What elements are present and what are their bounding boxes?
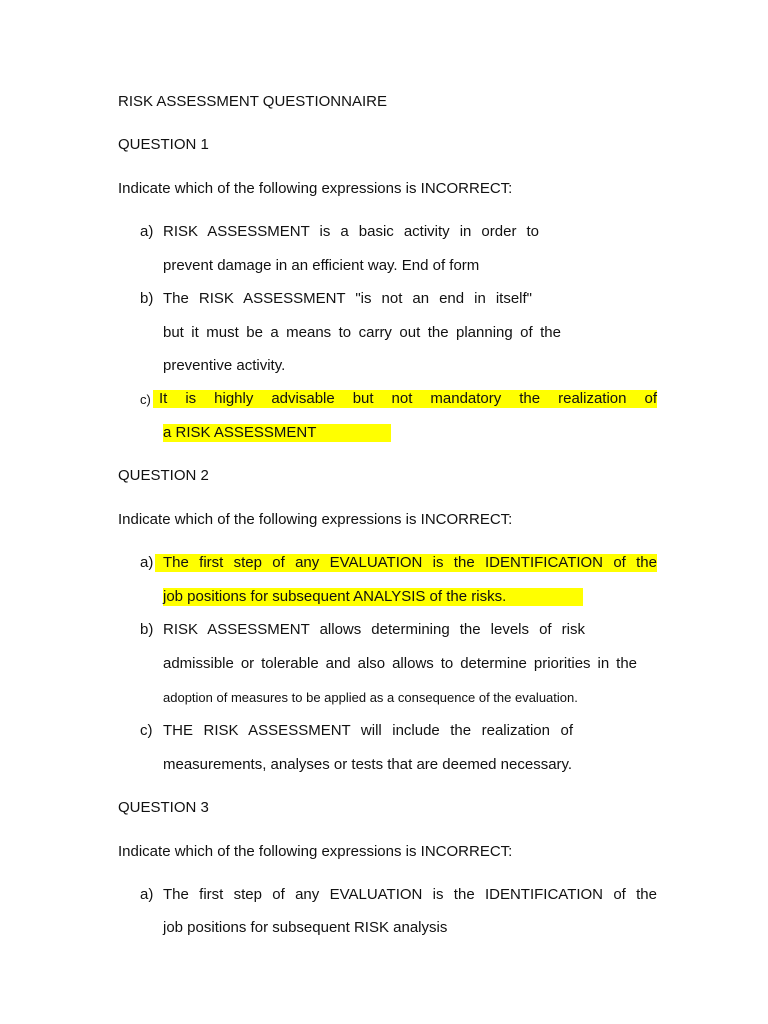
q1-option-c-line-1: It is highly advisable but not mandatory the realization of <box>153 390 657 408</box>
document-title: RISK ASSESSMENT QUESTIONNAIRE <box>118 93 387 110</box>
question-1-heading: QUESTION 1 <box>118 136 209 153</box>
q2-option-c-line-1: THE RISK ASSESSMENT will include the realization of <box>163 722 573 739</box>
question-1-prompt: Indicate which of the following expressions is INCORRECT: <box>118 180 513 197</box>
q1-option-a-marker: a) <box>140 223 154 240</box>
q1-option-c-marker: c) <box>140 392 151 407</box>
q2-option-a-marker: a) <box>140 554 154 571</box>
q1-option-a-line-1: RISK ASSESSMENT is a basic activity in order to <box>163 223 539 240</box>
q1-option-c-line-2-wrap <box>163 424 391 442</box>
question-3-heading: QUESTION 3 <box>118 799 209 816</box>
question-2-heading: QUESTION 2 <box>118 467 209 484</box>
question-3-prompt: Indicate which of the following expressions is INCORRECT: <box>118 843 513 860</box>
q1-option-b-line-1: The RISK ASSESSMENT "is not an end in itself" <box>163 290 532 307</box>
q1-option-b-line-3: preventive activity. <box>163 357 286 374</box>
question-2-prompt: Indicate which of the following expressions is INCORRECT: <box>118 511 513 528</box>
q1-option-a-line-2: prevent damage in an efficient way. End of form <box>163 257 480 274</box>
q1-option-b-line-2: but it must be a means to carry out the planning of the <box>163 324 561 341</box>
q2-option-a-line-2: job positions for subsequent ANALYSIS of the risks. <box>163 588 583 606</box>
q2-option-a-line-1: The first step of any EVALUATION is the IDENTIFICATION of the <box>155 554 657 572</box>
q2-option-c-line-2: measurements, analyses or tests that are deemed necessary. <box>163 756 573 773</box>
q2-option-b-line-3: adoption of measures to be applied as a consequence of the evaluation. <box>163 690 578 705</box>
q3-option-a-marker: a) <box>140 886 154 903</box>
q2-option-c-marker: c) <box>140 722 153 739</box>
q3-option-a-line-1: The first step of any EVALUATION is the IDENTIFICATION of the <box>163 886 657 903</box>
q3-option-a-line-2: job positions for subsequent RISK analysis <box>163 919 448 936</box>
q2-option-b-marker: b) <box>140 621 154 638</box>
q1-option-b-marker: b) <box>140 290 154 307</box>
q2-option-b-line-2: admissible or tolerable and also allows to determine priorities in the <box>163 655 637 672</box>
q2-option-b-line-1: RISK ASSESSMENT allows determining the levels of risk <box>163 621 585 638</box>
q1-option-c-line-2: a RISK ASSESSMENT <box>163 424 391 442</box>
q2-option-a-line-2-wrap <box>163 588 583 606</box>
